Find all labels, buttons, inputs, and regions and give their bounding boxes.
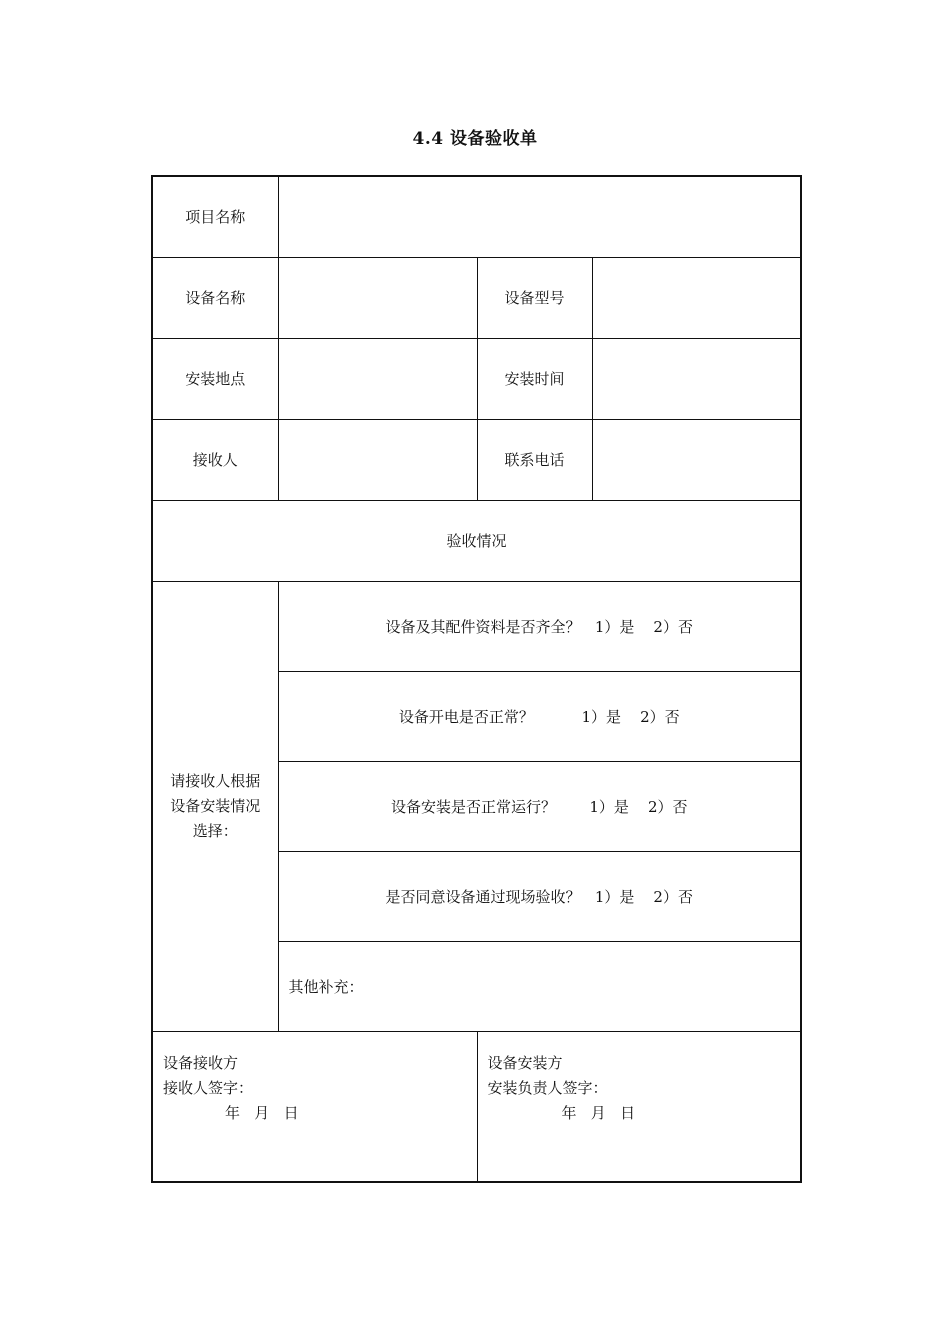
question-docs-complete[interactable]: 设备及其配件资料是否齐全？ 1）是 2）否	[278, 581, 801, 671]
device-name-label: 设备名称	[152, 257, 278, 338]
receiver-label: 接收人	[152, 419, 278, 500]
form-title: 4.4 设备验收单	[412, 129, 538, 149]
acceptance-header-row	[152, 500, 801, 581]
receiver-signature-cell[interactable]	[152, 1031, 477, 1182]
acceptance-header: 验收情况	[152, 500, 801, 581]
phone-field[interactable]	[592, 419, 801, 500]
install-time-label: 安装时间	[477, 338, 592, 419]
device-model-label: 设备型号	[477, 257, 592, 338]
receiver-row	[152, 419, 801, 500]
install-location-label: 安装地点	[152, 338, 278, 419]
receiver-field[interactable]	[278, 419, 477, 500]
receiver-party-label: 设备接收方	[163, 1053, 239, 1072]
selection-instruction-line-1: 请接收人根据	[170, 771, 261, 790]
other-notes-label: 其他补充：	[288, 977, 364, 996]
installer-party-label: 设备安装方	[487, 1053, 563, 1072]
device-row	[152, 257, 801, 338]
receiver-sign-label: 接收人签字：	[163, 1078, 254, 1097]
project-name-label: 项目名称	[152, 176, 278, 257]
install-location-field[interactable]	[278, 338, 477, 419]
question-row	[152, 581, 801, 671]
receiver-date: 年 月 日	[225, 1103, 299, 1122]
acceptance-form-table	[151, 175, 802, 1183]
install-time-field[interactable]	[592, 338, 801, 419]
question-power-on-normal[interactable]: 设备开电是否正常？ 1）是 2）否	[278, 671, 801, 761]
signature-row	[152, 1031, 801, 1182]
project-name-row	[152, 176, 801, 257]
device-name-field[interactable]	[278, 257, 477, 338]
selection-instruction-line-2: 设备安装情况	[170, 796, 261, 815]
installer-date: 年 月 日	[561, 1103, 636, 1122]
install-row	[152, 338, 801, 419]
question-running-normal[interactable]: 设备安装是否正常运行？ 1）是 2）否	[278, 761, 801, 851]
installer-sign-label: 安装负责人签字：	[487, 1078, 608, 1097]
installer-signature-cell[interactable]	[477, 1031, 801, 1182]
phone-label: 联系电话	[477, 419, 592, 500]
question-accept-onsite[interactable]: 是否同意设备通过现场验收？ 1）是 2）否	[278, 851, 801, 941]
project-name-field[interactable]	[278, 176, 801, 257]
other-notes-field[interactable]	[278, 941, 801, 1031]
selection-instruction	[152, 581, 278, 1031]
selection-instruction-line-3: 选择：	[192, 821, 238, 840]
device-model-field[interactable]	[592, 257, 801, 338]
